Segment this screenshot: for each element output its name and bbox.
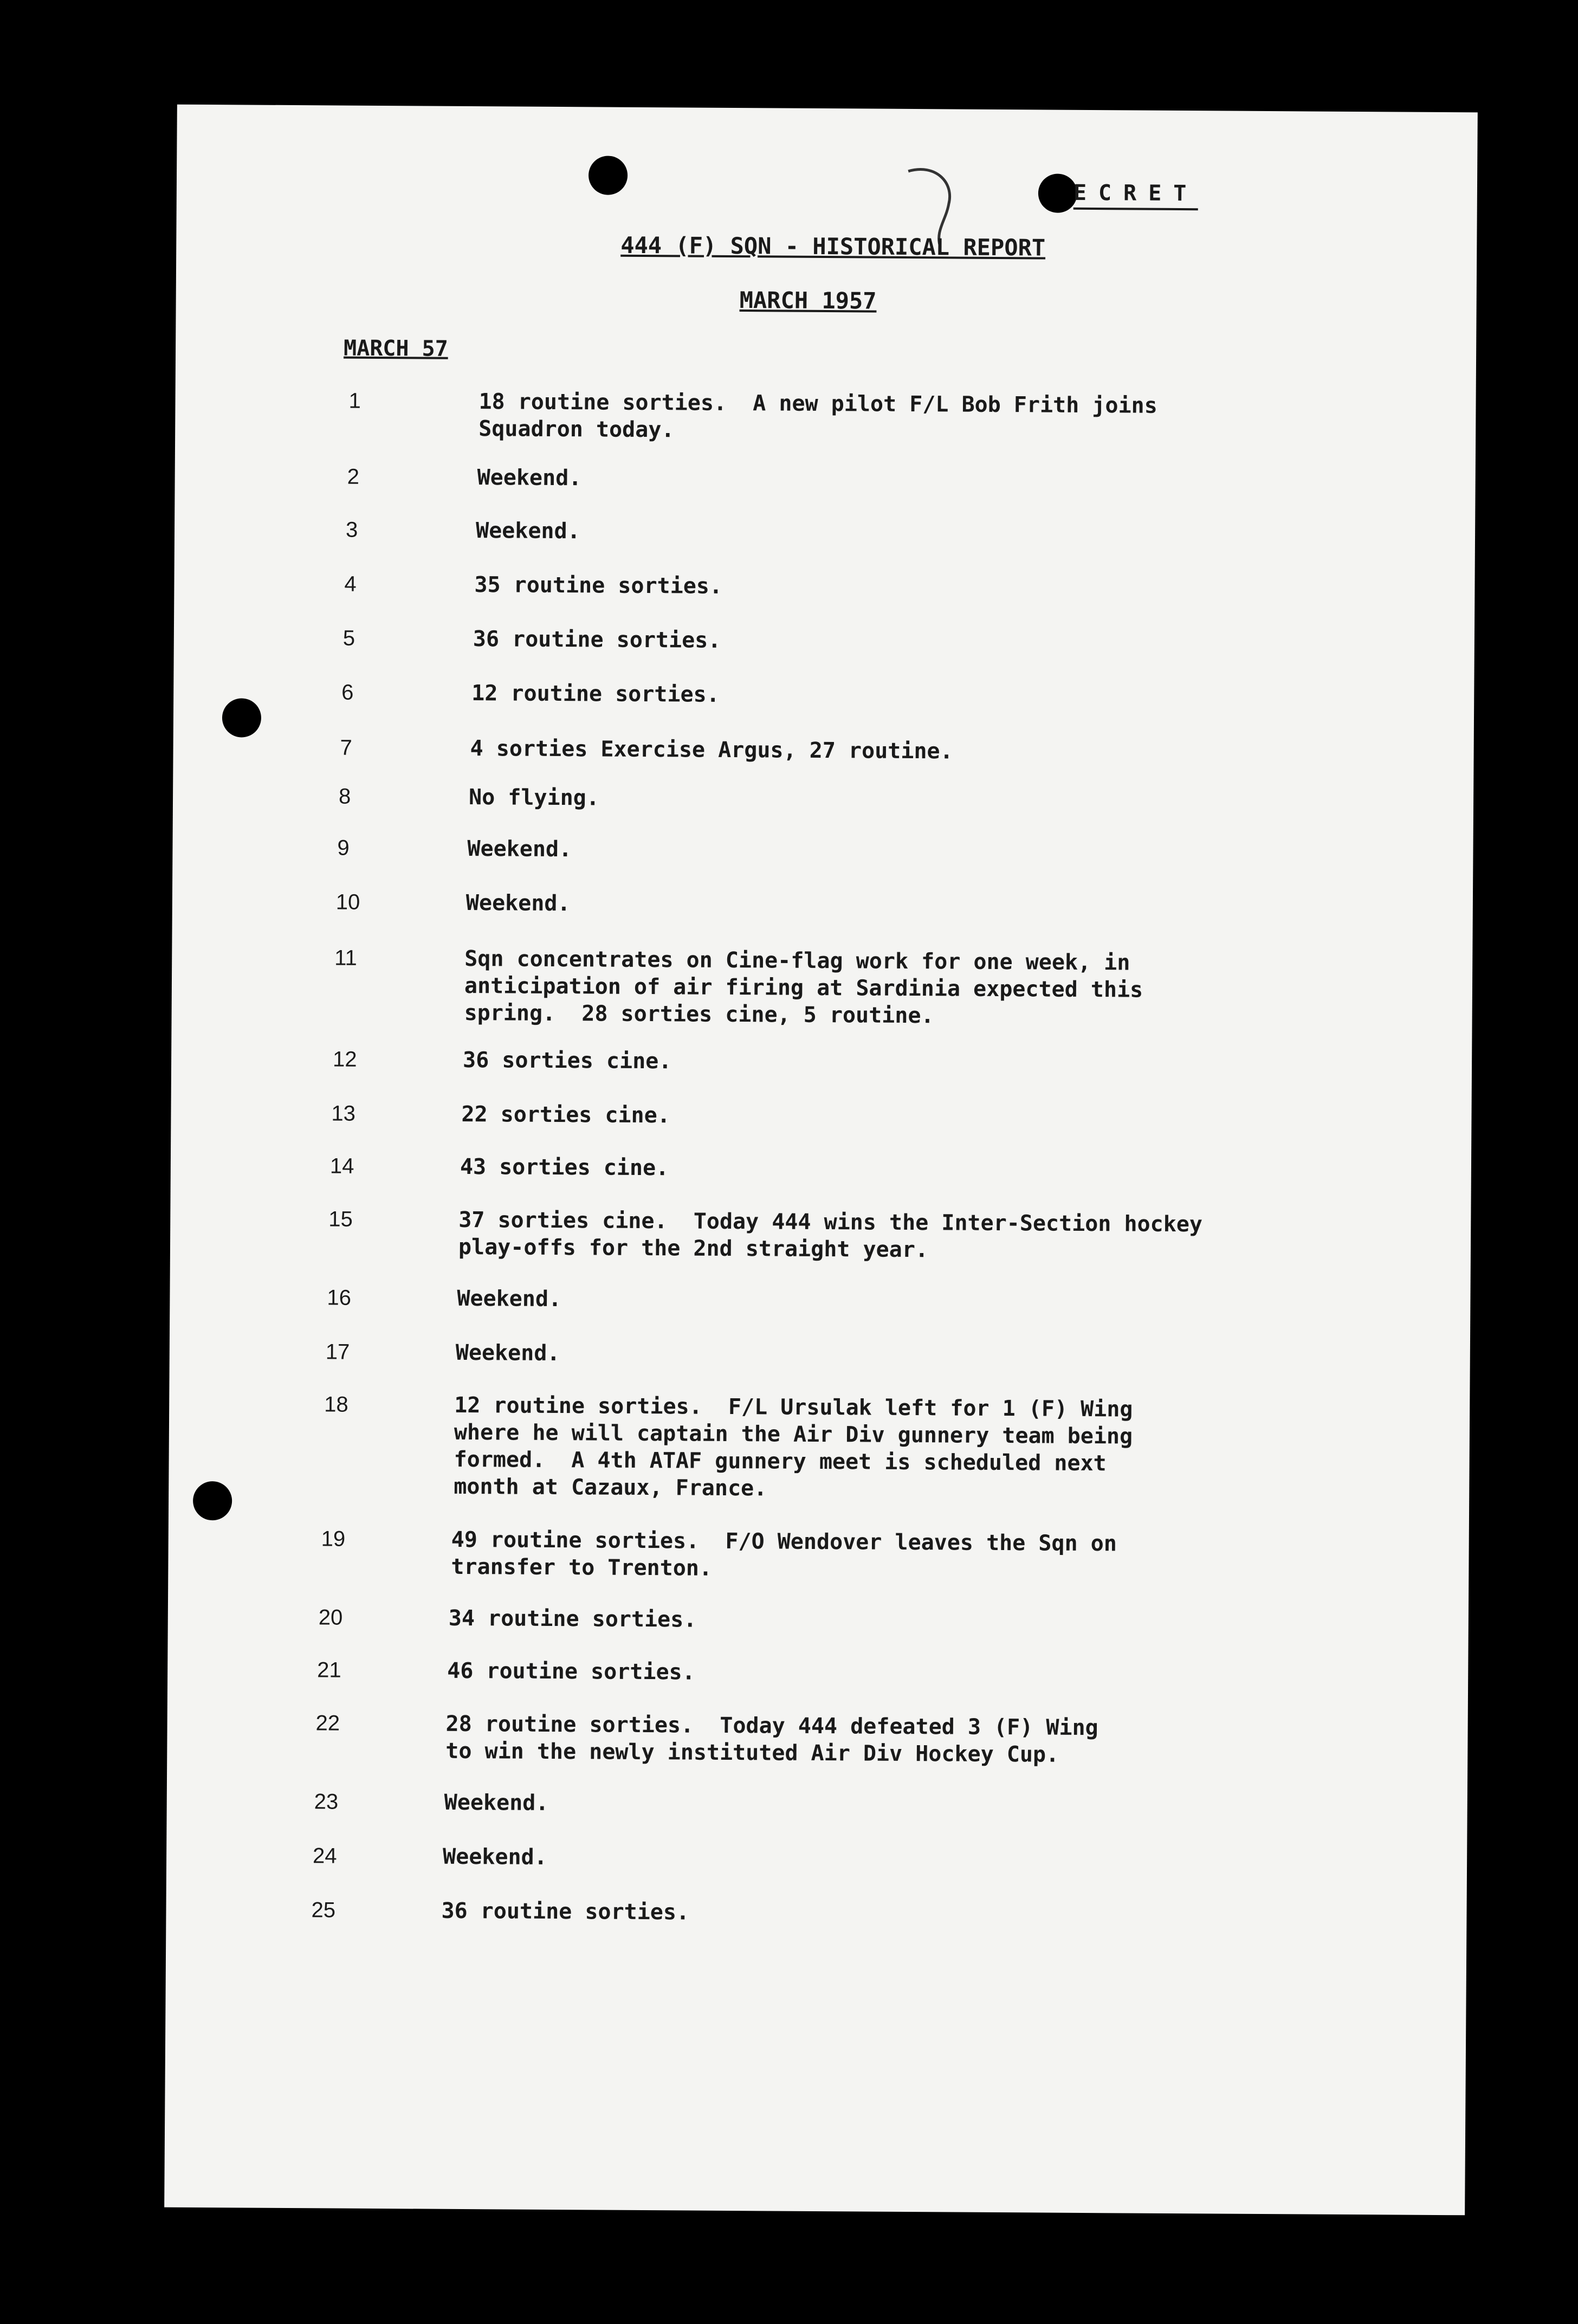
entry-day: 8 (338, 784, 351, 809)
punch-hole-top-right (1038, 173, 1077, 212)
document-page (164, 105, 1478, 2216)
entry-day: 5 (342, 626, 355, 650)
entry-day: 7 (340, 735, 353, 760)
entry-text: Weekend. (444, 1790, 549, 1816)
entry-day: 18 (324, 1392, 348, 1417)
entry-text: Weekend. (457, 1286, 562, 1312)
report-title: 444 (F) SQN - HISTORICAL REPORT (620, 231, 1046, 261)
entry-text: Sqn concentrates on Cine-flag work for one week, in anticipation of air firing at Sardinia expected this spring. 28 sorties cine, 5 routine. (464, 946, 1143, 1029)
entry-text: 18 routine sorties. A new pilot F/L Bob Frith joins Squadron today. (478, 389, 1157, 443)
entry-day: 6 (341, 680, 354, 705)
entry-text: Weekend. (442, 1844, 547, 1870)
entry-day: 21 (317, 1658, 341, 1682)
entry-day: 3 (345, 518, 358, 542)
entry-text: 36 sorties cine. (462, 1047, 672, 1074)
entry-text: 28 routine sorties. Today 444 defeated 3 (F) Wing to win the newly instituted Air Div Hockey Cup. (445, 1711, 1098, 1767)
entry-day: 13 (331, 1101, 356, 1126)
entry-day: 15 (328, 1207, 353, 1231)
entry-text: 49 routine sorties. F/O Wendover leaves the Sqn on transfer to Trenton. (451, 1527, 1117, 1581)
entry-day: 9 (337, 836, 350, 860)
entry-text: 34 routine sorties. (448, 1605, 697, 1632)
entry-text: 35 routine sorties. (474, 572, 723, 599)
punch-hole-left-middle (222, 698, 261, 737)
entry-text: 43 sorties cine. (460, 1154, 669, 1181)
entry-day: 24 (313, 1844, 337, 1868)
entry-day: 17 (325, 1340, 350, 1364)
entry-text: 36 routine sorties. (473, 627, 721, 653)
entry-day: 12 (332, 1047, 357, 1071)
entry-text: Weekend. (455, 1340, 560, 1366)
entry-text: 37 sorties cine. Today 444 wins the Inter-Section hockey play-offs for the 2nd straight year. (458, 1207, 1203, 1263)
report-date: MARCH 1957 (739, 287, 877, 314)
entry-day: 20 (318, 1605, 343, 1630)
entry-text: No flying. (468, 785, 600, 811)
entry-text: Weekend. (465, 890, 571, 916)
entry-text: Weekend. (477, 465, 582, 491)
entry-day: 14 (329, 1154, 354, 1178)
entry-text: 22 sorties cine. (461, 1101, 670, 1128)
punch-hole-top-left (588, 156, 628, 195)
entry-day: 2 (347, 464, 360, 489)
entry-day: 19 (321, 1527, 346, 1551)
entry-text: 12 routine sorties. F/L Ursulak left for 1 (F) Wing where he will captain the Air Div gunnery team being formed. A 4th ATAF gunnery meet is scheduled next month at Cazaux, France. (454, 1392, 1133, 1501)
entry-day: 16 (327, 1286, 352, 1310)
entry-text: 46 routine sorties. (447, 1658, 695, 1685)
punch-hole-left-lower (193, 1481, 232, 1520)
section-heading: MARCH 57 (343, 335, 448, 361)
entry-day: 22 (315, 1711, 340, 1735)
entry-day: 11 (334, 946, 357, 970)
entry-day: 1 (348, 389, 361, 413)
entry-day: 4 (344, 572, 357, 596)
entry-day: 23 (314, 1790, 339, 1814)
entry-text: Weekend. (467, 836, 572, 862)
classification-stamp: ECRET (1073, 180, 1199, 210)
entry-text: Weekend. (475, 518, 580, 544)
entry-day: 25 (311, 1898, 336, 1922)
entry-text: 4 sorties Exercise Argus, 27 routine. (470, 736, 953, 764)
entry-day: 10 (335, 890, 360, 914)
entry-text: 36 routine sorties. (441, 1898, 690, 1925)
entry-text: 12 routine sorties. (471, 681, 720, 707)
